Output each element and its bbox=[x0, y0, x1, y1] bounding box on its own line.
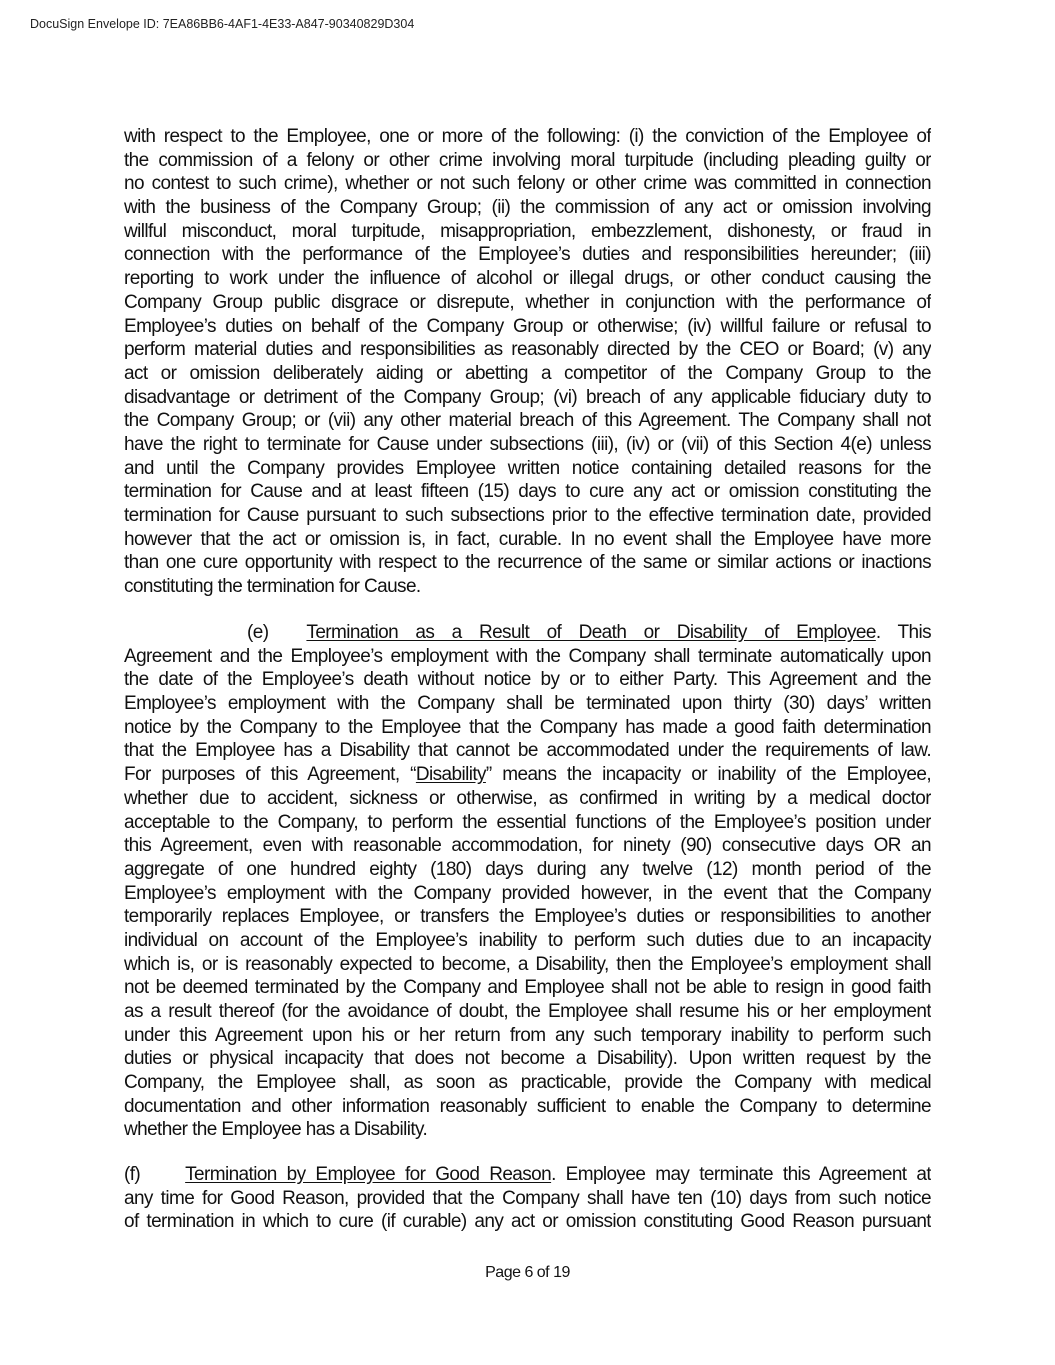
section-f-heading-line bbox=[124, 1163, 931, 1187]
text-line: whether the Employee has a Disability. bbox=[124, 1119, 428, 1141]
text-line: not be deemed terminated by the Company and Employee shall not be able to resign in good faith bbox=[124, 977, 931, 999]
text-line: have the right to terminate for Cause under subsections (iii), (iv) or (vii) of this Section 4(e) unless bbox=[124, 433, 931, 455]
text-line: the Company Group; or (vii) any other material breach of this Agreement. The Company shall not bbox=[124, 410, 931, 432]
text-line: duties or physical incapacity that does not become a Disability). Upon written request by the bbox=[124, 1048, 931, 1070]
text-line: whether due to accident, sickness or otherwise, as confirmed in writing by a medical doctor bbox=[124, 787, 931, 809]
text-line: Employee’s employment with the Company provided however, in the event that the Company bbox=[124, 882, 931, 904]
text-line: termination for Cause pursuant to such subsections prior to the effective termination date, provided bbox=[124, 505, 931, 526]
text-line: the date of the Employee’s death without notice by or to either Party. This Agreement and the bbox=[124, 669, 931, 691]
text-line: acceptable to the Company, to perform the essential functions of the Employee’s position under bbox=[124, 811, 931, 833]
text-line: with respect to the Employee, one or more of the following: (i) the conviction of the Employee of bbox=[124, 126, 931, 147]
text-line: as a result thereof (for the avoidance of doubt, the Employee shall resume his or her employment bbox=[124, 1001, 931, 1022]
section-e-heading: Termination as a Result of Death or Disability of Employee bbox=[306, 622, 876, 643]
text-line: and until the Company provides Employee written notice containing detailed reasons for the bbox=[124, 457, 931, 479]
definition-suffix: ” means the incapacity or inability of the Employee, bbox=[485, 764, 931, 786]
text-line: reporting to work under the influence of alcohol or illegal drugs, or other conduct causing the bbox=[124, 268, 931, 290]
text-line: Employee’s employment with the Company shall be terminated upon thirty (30) days’ written bbox=[124, 693, 931, 715]
text-line: notice by the Company to the Employee that the Company has made a good faith determination bbox=[124, 716, 931, 738]
section-f-heading: Termination by Employee for Good Reason bbox=[185, 1164, 552, 1185]
text-line: the commission of a felony or other crime involving moral turpitude (including pleading guilty or bbox=[124, 149, 931, 171]
disability-definition-line bbox=[124, 763, 931, 787]
text-line: this Agreement, even with reasonable accommodation, for ninety (90) consecutive days OR an bbox=[124, 835, 931, 857]
text-line: aggregate of one hundred eighty (180) days during any twelve (12) month period of the bbox=[124, 858, 931, 880]
text-line: with the business of the Company Group; (ii) the commission of any act or omission involving bbox=[124, 197, 931, 219]
text-line: which is, or is reasonably expected to become, a Disability, then the Employee’s employment shall bbox=[124, 953, 931, 975]
text-line: individual on account of the Employee’s inability to perform such duties due to an incapacity bbox=[124, 929, 931, 951]
text-line: any time for Good Reason, provided that the Company shall have ten (10) days from such notice bbox=[124, 1187, 931, 1209]
page-number: Page 6 of 19 bbox=[485, 1264, 570, 1281]
definition-prefix: For purposes of this Agreement, “ bbox=[124, 764, 416, 786]
text-line: than one cure opportunity with respect to the recurrence of the same or similar actions or inactions bbox=[124, 552, 931, 574]
text-line: Employee’s duties on behalf of the Company Group or otherwise; (iv) willful failure or refusal to bbox=[124, 315, 931, 337]
text-line: of termination in which to cure (if curable) any act or omission constituting Good Reason pursuant bbox=[124, 1211, 931, 1233]
section-f-number: (f) bbox=[124, 1164, 141, 1185]
text-line: willful misconduct, moral turpitude, misappropriation, embezzlement, dishonesty, or fraud in bbox=[124, 220, 931, 242]
section-f-heading-tail: . Employee may terminate this Agreement at bbox=[551, 1164, 931, 1185]
section-e-heading-tail: . This bbox=[875, 622, 931, 643]
text-line: constituting the termination for Cause. bbox=[124, 576, 421, 598]
text-line: act or omission deliberately aiding or abetting a competitor of the Company Group to the bbox=[124, 362, 931, 384]
cause-definition-paragraph bbox=[124, 125, 931, 599]
text-line: under this Agreement upon his or her return from any such temporary inability to perform such bbox=[124, 1024, 931, 1046]
text-line: disadvantage or detriment of the Company Group; (vi) breach of any applicable fiduciary duty to bbox=[124, 386, 931, 408]
text-line: no contest to such crime), whether or not such felony or other crime was committed in connection bbox=[124, 173, 931, 195]
text-line: temporarily replaces Employee, or transfers the Employee’s duties or responsibilities to another bbox=[124, 906, 931, 928]
text-line: Company Group public disgrace or disrepute, whether in conjunction with the performance of bbox=[124, 291, 931, 313]
text-line: termination for Cause and at least fifteen (15) days to cure any act or omission constituting the bbox=[124, 481, 931, 503]
text-line: however that the act or omission is, in fact, curable. In no event shall the Employee have more bbox=[124, 528, 931, 550]
docusign-envelope-id: DocuSign Envelope ID: 7EA86BB6-4AF1-4E33-A847-90340829D304 bbox=[30, 17, 415, 31]
text-line: that the Employee has a Disability that cannot be accommodated under the requirements of law. bbox=[124, 740, 931, 762]
text-line: documentation and other information reasonably sufficient to enable the Company to determine bbox=[124, 1095, 931, 1117]
section-e-heading-line bbox=[124, 621, 931, 645]
text-line: Agreement and the Employee’s employment with the Company shall terminate automatically upon bbox=[124, 645, 931, 667]
section-e-number: (e) bbox=[247, 622, 269, 643]
text-line: connection with the performance of the Employee’s duties and responsibilities hereunder; (iii) bbox=[124, 244, 931, 266]
section-e-death-or-disability bbox=[124, 621, 931, 1142]
text-line: Company, the Employee shall, as soon as practicable, provide the Company with medical bbox=[124, 1072, 931, 1094]
text-line: perform material duties and responsibilities as reasonably directed by the CEO or Board; (v) any bbox=[124, 339, 931, 361]
section-f-good-reason bbox=[124, 1163, 931, 1234]
defined-term-disability: Disability bbox=[415, 764, 486, 786]
